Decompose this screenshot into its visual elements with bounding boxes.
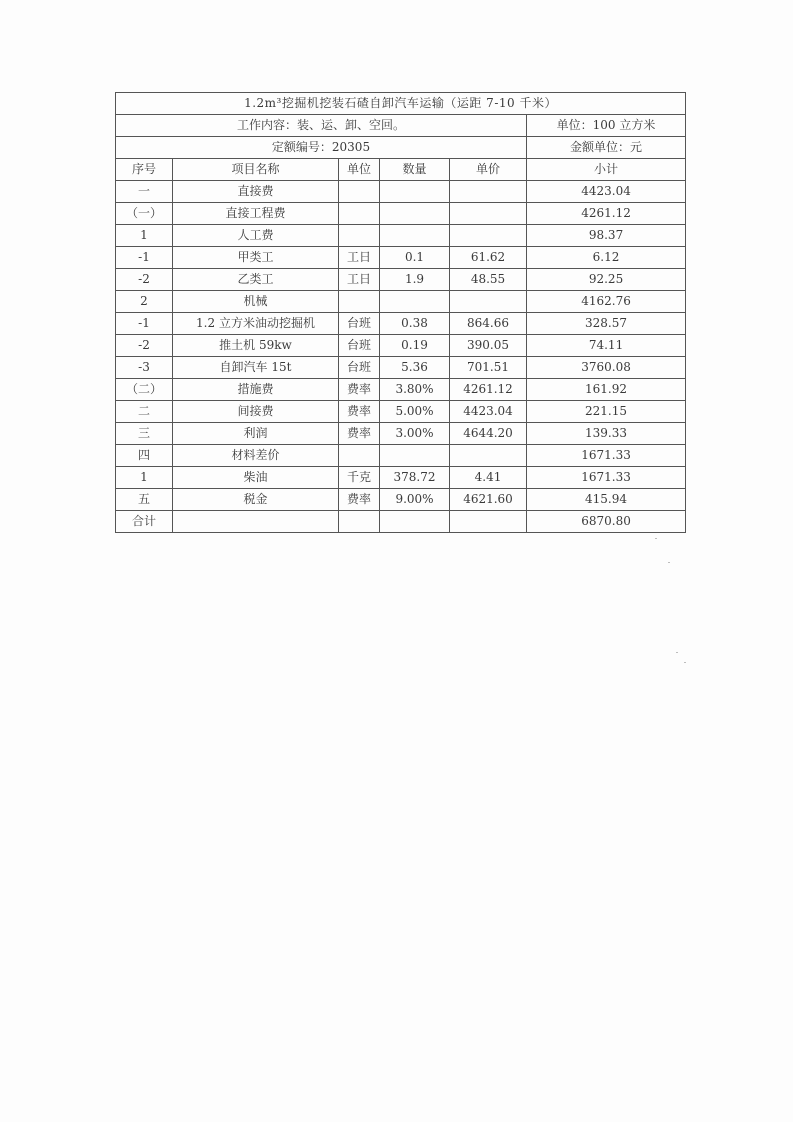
table-row: [116, 335, 686, 357]
cell-unit: [339, 225, 380, 247]
cell-qty: 5.36: [380, 357, 450, 379]
table-title: 1.2m³挖掘机挖装石碴自卸汽车运输（运距 7-10 千米）: [116, 93, 686, 115]
cell-no: -1: [116, 247, 173, 269]
table-row: [116, 225, 686, 247]
cell-name: 直接费: [173, 181, 339, 203]
cell-subtotal: 3760.08: [527, 357, 686, 379]
quota-code-row: [116, 137, 686, 159]
cell-qty: [380, 181, 450, 203]
table-row: [116, 291, 686, 313]
cell-unit: 费率: [339, 401, 380, 423]
cell-name: 直接工程费: [173, 203, 339, 225]
cell-price: [450, 203, 527, 225]
table-row: [116, 423, 686, 445]
cell-subtotal: 221.15: [527, 401, 686, 423]
cell-price: 4261.12: [450, 379, 527, 401]
scan-speck: [684, 662, 686, 663]
table-row: [116, 313, 686, 335]
cell-subtotal: 161.92: [527, 379, 686, 401]
cell-qty: [380, 225, 450, 247]
table-row: [116, 357, 686, 379]
money-unit: 金额单位：元: [527, 137, 686, 159]
cell-subtotal: 74.11: [527, 335, 686, 357]
cell-unit: [339, 511, 380, 533]
cell-unit: 台班: [339, 313, 380, 335]
cell-qty: 3.00%: [380, 423, 450, 445]
cell-name: [173, 511, 339, 533]
cell-name: 推土机 59kw: [173, 335, 339, 357]
cell-qty: 0.1: [380, 247, 450, 269]
cell-no: 四: [116, 445, 173, 467]
unit-label: 单位：100 立方米: [527, 115, 686, 137]
total-label: 合计: [116, 511, 173, 533]
cell-no: 1: [116, 467, 173, 489]
cell-subtotal: 98.37: [527, 225, 686, 247]
cell-subtotal: 92.25: [527, 269, 686, 291]
table-row: [116, 379, 686, 401]
cell-unit: [339, 181, 380, 203]
cell-unit: 千克: [339, 467, 380, 489]
cell-unit: 工日: [339, 247, 380, 269]
cell-price: 864.66: [450, 313, 527, 335]
cell-name: 自卸汽车 15t: [173, 357, 339, 379]
cell-price: [450, 511, 527, 533]
quota-table: [115, 92, 686, 533]
cell-no: -1: [116, 313, 173, 335]
cell-unit: [339, 203, 380, 225]
cell-unit: 工日: [339, 269, 380, 291]
cell-no: 2: [116, 291, 173, 313]
cell-subtotal: 6.12: [527, 247, 686, 269]
cell-subtotal: 415.94: [527, 489, 686, 511]
total-value: 6870.80: [527, 511, 686, 533]
cell-price: 4621.60: [450, 489, 527, 511]
cell-price: 701.51: [450, 357, 527, 379]
total-row: [116, 511, 686, 533]
title-row: [116, 93, 686, 115]
table-row: [116, 489, 686, 511]
cell-price: 4644.20: [450, 423, 527, 445]
cell-unit: 台班: [339, 335, 380, 357]
cell-price: [450, 181, 527, 203]
cell-name: 人工费: [173, 225, 339, 247]
cell-no: -2: [116, 335, 173, 357]
cell-qty: [380, 445, 450, 467]
cell-price: [450, 225, 527, 247]
cell-no: 一: [116, 181, 173, 203]
work-content: 工作内容：装、运、卸、空回。: [116, 115, 527, 137]
table-row: [116, 203, 686, 225]
table-row: [116, 181, 686, 203]
cell-unit: [339, 445, 380, 467]
cell-no: 二: [116, 401, 173, 423]
cell-name: 机械: [173, 291, 339, 313]
cell-name: 税金: [173, 489, 339, 511]
cell-name: 措施费: [173, 379, 339, 401]
cell-qty: 378.72: [380, 467, 450, 489]
scan-speck: [655, 538, 657, 539]
cell-name: 材料差价: [173, 445, 339, 467]
cell-price: 4423.04: [450, 401, 527, 423]
table-row: [116, 401, 686, 423]
cell-price: [450, 291, 527, 313]
header-row: [116, 159, 686, 181]
table-row: [116, 467, 686, 489]
cell-price: [450, 445, 527, 467]
work-content-row: [116, 115, 686, 137]
header-no: 序号: [116, 159, 173, 181]
cell-unit: 台班: [339, 357, 380, 379]
cell-unit: 费率: [339, 489, 380, 511]
cell-subtotal: 1671.33: [527, 467, 686, 489]
cell-unit: [339, 291, 380, 313]
scan-speck: [668, 562, 670, 563]
cell-subtotal: 1671.33: [527, 445, 686, 467]
header-qty: 数量: [380, 159, 450, 181]
cell-qty: 1.9: [380, 269, 450, 291]
cell-no: -2: [116, 269, 173, 291]
header-subtotal: 小计: [527, 159, 686, 181]
header-unit: 单位: [339, 159, 380, 181]
cell-name: 甲类工: [173, 247, 339, 269]
cell-no: 三: [116, 423, 173, 445]
cell-no: （一）: [116, 203, 173, 225]
cell-qty: 3.80%: [380, 379, 450, 401]
cell-subtotal: 139.33: [527, 423, 686, 445]
cell-qty: [380, 291, 450, 313]
header-price: 单价: [450, 159, 527, 181]
cell-unit: 费率: [339, 379, 380, 401]
cell-qty: [380, 511, 450, 533]
cell-name: 柴油: [173, 467, 339, 489]
cell-price: 390.05: [450, 335, 527, 357]
quota-code: 定额编号：20305: [116, 137, 527, 159]
table-row: [116, 247, 686, 269]
cell-subtotal: 4261.12: [527, 203, 686, 225]
table-row: [116, 269, 686, 291]
cell-qty: 0.19: [380, 335, 450, 357]
cell-price: 61.62: [450, 247, 527, 269]
scan-speck: [676, 652, 678, 653]
cell-price: 4.41: [450, 467, 527, 489]
cell-qty: 9.00%: [380, 489, 450, 511]
cell-qty: 5.00%: [380, 401, 450, 423]
cell-subtotal: 4423.04: [527, 181, 686, 203]
cell-name: 1.2 立方米油动挖掘机: [173, 313, 339, 335]
cell-no: -3: [116, 357, 173, 379]
cell-unit: 费率: [339, 423, 380, 445]
cell-qty: 0.38: [380, 313, 450, 335]
cell-subtotal: 4162.76: [527, 291, 686, 313]
cell-name: 利润: [173, 423, 339, 445]
cell-no: （二）: [116, 379, 173, 401]
cell-price: 48.55: [450, 269, 527, 291]
header-name: 项目名称: [173, 159, 339, 181]
cell-name: 乙类工: [173, 269, 339, 291]
table-row: [116, 445, 686, 467]
cell-subtotal: 328.57: [527, 313, 686, 335]
cell-no: 1: [116, 225, 173, 247]
cell-qty: [380, 203, 450, 225]
cell-name: 间接费: [173, 401, 339, 423]
cell-no: 五: [116, 489, 173, 511]
